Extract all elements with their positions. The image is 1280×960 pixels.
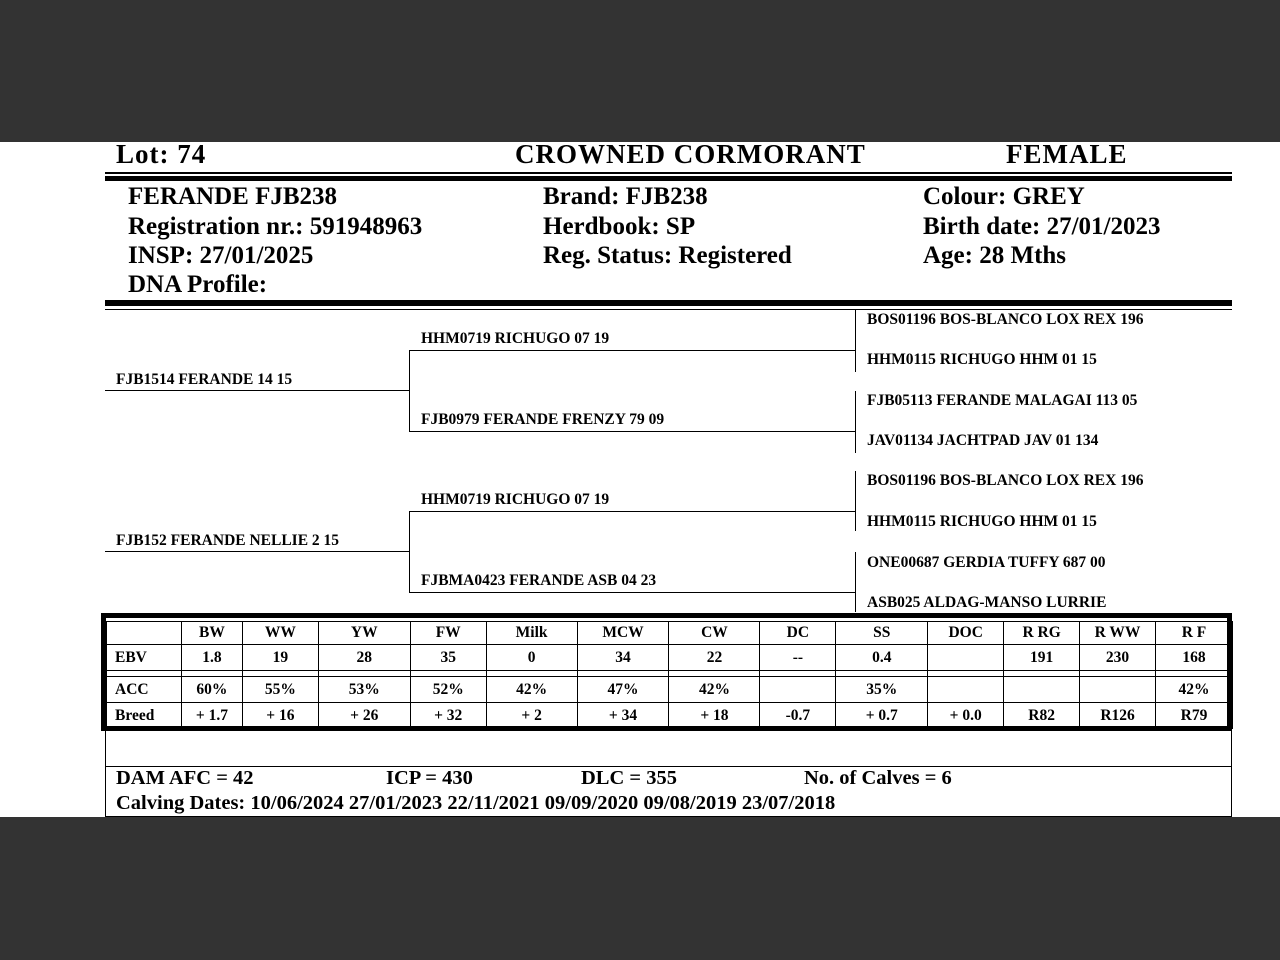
- table-cell: 60%: [181, 677, 242, 703]
- sire-name: FJB1514 FERANDE 14 15: [116, 371, 293, 388]
- number-of-calves: No. of Calves = 6: [804, 767, 952, 789]
- ggp-bracket-1: [855, 310, 856, 372]
- ggp-name: JAV01134 JACHTPAD JAV 01 134: [867, 432, 1099, 449]
- ggp-name: BOS01196 BOS-BLANCO LOX REX 196: [867, 472, 1144, 489]
- table-cell: 168: [1156, 645, 1233, 671]
- ggp-name: ASB025 ALDAG-MANSO LURRIE: [867, 594, 1107, 611]
- dam-line: [105, 551, 409, 552]
- row-label: ACC: [107, 677, 182, 703]
- footer-right-border: [1231, 731, 1232, 817]
- column-header: BW: [181, 622, 242, 645]
- ggp-name: HHM0115 RICHUGO HHM 01 15: [867, 513, 1097, 530]
- brand: Brand: FJB238: [543, 183, 708, 210]
- dam-name: FJB152 FERANDE NELLIE 2 15: [116, 532, 340, 549]
- column-header: WW: [242, 622, 318, 645]
- ggp-bracket-4: [855, 552, 856, 612]
- ggp-bracket-3: [855, 471, 856, 531]
- colour: Colour: GREY: [923, 183, 1085, 210]
- sex-label: FEMALE: [1006, 142, 1128, 169]
- column-header: R RG: [1004, 622, 1080, 645]
- dam-dam-name: FJBMA0423 FERANDE ASB 04 23: [421, 572, 657, 589]
- column-header: CW: [669, 622, 760, 645]
- table-cell: 1.8: [181, 645, 242, 671]
- lot-document: [0, 142, 1280, 817]
- column-header: SS: [836, 622, 928, 645]
- breed-row: [107, 703, 1233, 729]
- row-label: EBV: [107, 645, 182, 671]
- animal-name: FERANDE FJB238: [128, 183, 338, 210]
- table-cell: 35%: [836, 677, 928, 703]
- ggp-name: FJB05113 FERANDE MALAGAI 113 05: [867, 392, 1138, 409]
- ggp-bracket-2: [855, 391, 856, 453]
- sire-line: [105, 390, 409, 391]
- column-header: R WW: [1080, 622, 1156, 645]
- table-cell: --: [760, 645, 836, 671]
- table-cell: R79: [1156, 703, 1233, 729]
- table-cell: + 0.0: [928, 703, 1004, 729]
- column-header: Milk: [486, 622, 577, 645]
- table-cell: 230: [1080, 645, 1156, 671]
- registration-number: Registration nr.: 591948963: [128, 213, 423, 240]
- table-cell: [1004, 677, 1080, 703]
- sire-dam-name: FJB0979 FERANDE FRENZY 79 09: [421, 411, 665, 428]
- table-cell: 191: [1004, 645, 1080, 671]
- calving-dates: Calving Dates: 10/06/2024 27/01/2023 22/11/2021 09/09/2020 09/08/2019 23/07/2018: [116, 792, 836, 814]
- table-cell: 52%: [410, 677, 486, 703]
- info-rule-thin: [105, 309, 1232, 310]
- table-cell: 28: [318, 645, 410, 671]
- header-rule-thick: [105, 176, 1232, 181]
- table-cell: -0.7: [760, 703, 836, 729]
- table-cell: 0.4: [836, 645, 928, 671]
- sire-sire-name: HHM0719 RICHUGO 07 19: [421, 330, 610, 347]
- table-cell: 42%: [1156, 677, 1233, 703]
- table-cell: 42%: [486, 677, 577, 703]
- table-cell: + 26: [318, 703, 410, 729]
- table-cell: 42%: [669, 677, 760, 703]
- dam-sire-line: [409, 511, 855, 512]
- column-header: MCW: [577, 622, 669, 645]
- ebv-header-row: [107, 622, 1233, 645]
- dlc: DLC = 355: [581, 767, 677, 789]
- table-cell: 19: [242, 645, 318, 671]
- age: Age: 28 Mths: [923, 242, 1067, 269]
- table-cell: + 1.7: [181, 703, 242, 729]
- sire-dam-line: [409, 431, 855, 432]
- dna-profile: DNA Profile:: [128, 271, 268, 298]
- table-cell: R82: [1004, 703, 1080, 729]
- table-cell: [928, 645, 1004, 671]
- table-cell: + 18: [669, 703, 760, 729]
- ggp-name: ONE00687 GERDIA TUFFY 687 00: [867, 554, 1106, 571]
- sire-bracket: [409, 350, 410, 431]
- table-cell: 22: [669, 645, 760, 671]
- table-cell: 34: [577, 645, 669, 671]
- table-cell: + 16: [242, 703, 318, 729]
- column-header: R F: [1156, 622, 1233, 645]
- column-header: YW: [318, 622, 410, 645]
- ggp-name: BOS01196 BOS-BLANCO LOX REX 196: [867, 311, 1144, 328]
- header-rule-thin: [105, 172, 1232, 174]
- info-rule-thick: [105, 300, 1232, 306]
- ebv-row: [107, 645, 1233, 671]
- footer-bottom-border: [105, 816, 1232, 817]
- column-header: FW: [410, 622, 486, 645]
- dam-bracket: [409, 511, 410, 592]
- icp: ICP = 430: [386, 767, 473, 789]
- table-cell: 35: [410, 645, 486, 671]
- insp-date: INSP: 27/01/2025: [128, 242, 314, 269]
- table-cell: 0: [486, 645, 577, 671]
- ebv-table: [106, 621, 1233, 729]
- row-label: Breed: [107, 703, 182, 729]
- table-cell: 55%: [242, 677, 318, 703]
- table-cell: [928, 677, 1004, 703]
- footer-left-border: [105, 731, 106, 817]
- reg-status: Reg. Status: Registered: [543, 242, 792, 269]
- column-header: [107, 622, 182, 645]
- table-cell: 47%: [577, 677, 669, 703]
- breed-title: CROWNED CORMORANT: [515, 142, 866, 169]
- table-cell: [1080, 677, 1156, 703]
- table-cell: R126: [1080, 703, 1156, 729]
- table-cell: + 0.7: [836, 703, 928, 729]
- birth-date: Birth date: 27/01/2023: [923, 213, 1161, 240]
- dam-sire-name: HHM0719 RICHUGO 07 19: [421, 491, 610, 508]
- dam-dam-line: [409, 592, 855, 593]
- dam-afc: DAM AFC = 42: [116, 767, 254, 789]
- column-header: DOC: [928, 622, 1004, 645]
- lot-number: Lot: 74: [116, 142, 207, 169]
- ggp-name: HHM0115 RICHUGO HHM 01 15: [867, 351, 1097, 368]
- table-cell: 53%: [318, 677, 410, 703]
- sire-sire-line: [409, 350, 855, 351]
- table-cell: [760, 677, 836, 703]
- column-header: DC: [760, 622, 836, 645]
- acc-row: [107, 677, 1233, 703]
- table-cell: + 2: [486, 703, 577, 729]
- table-cell: + 34: [577, 703, 669, 729]
- herdbook: Herdbook: SP: [543, 213, 696, 240]
- table-cell: + 32: [410, 703, 486, 729]
